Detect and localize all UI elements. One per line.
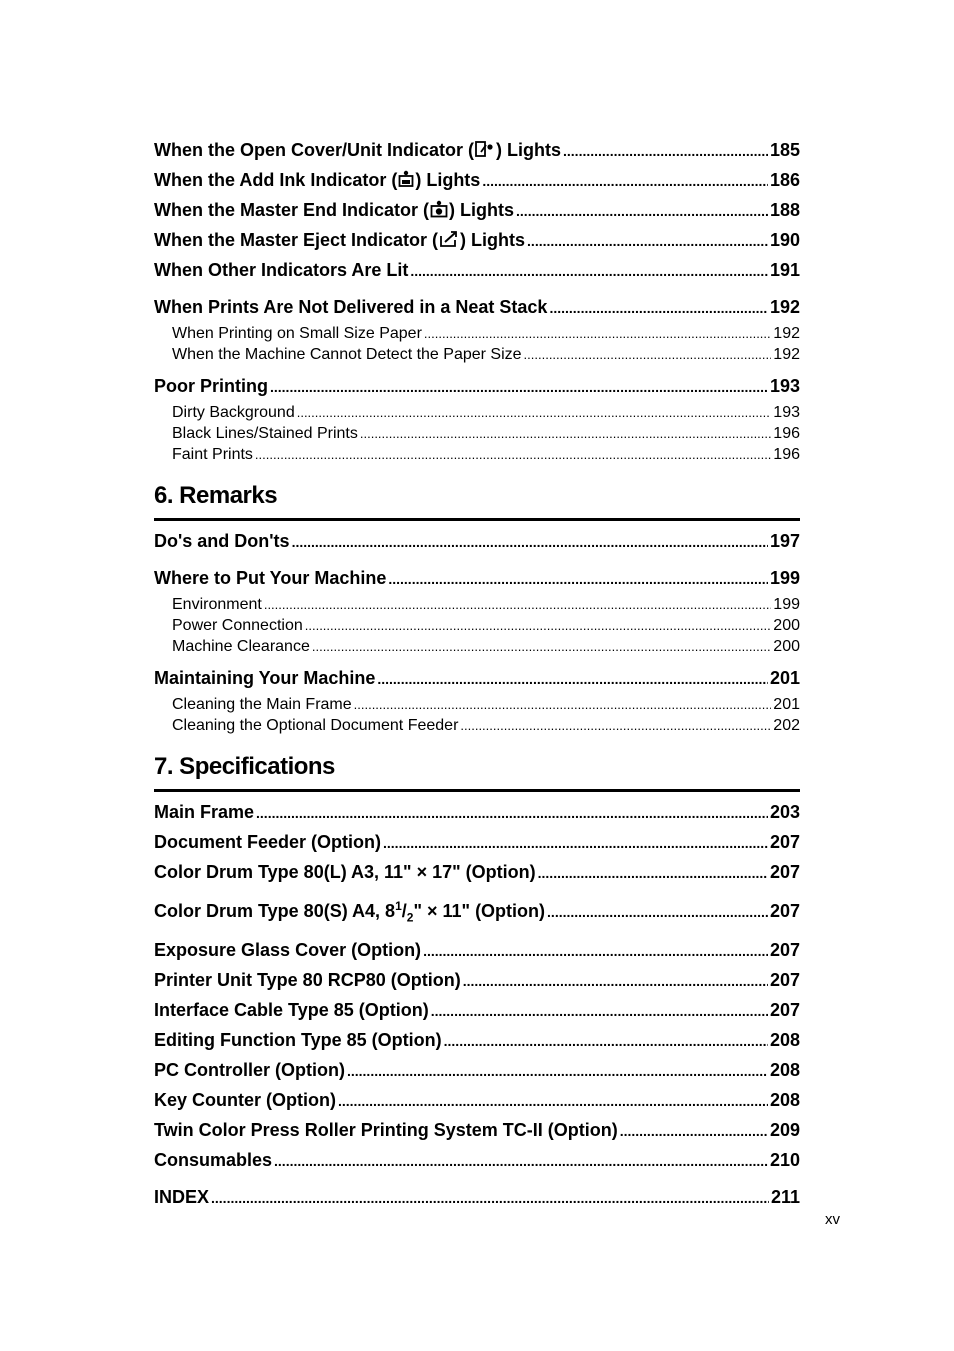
- toc-entry[interactable]: [154, 636, 800, 657]
- toc-entry-title: ) Lights: [449, 200, 515, 220]
- leader-dots: [620, 1117, 768, 1146]
- toc-page-number: 207: [769, 939, 800, 960]
- toc-entry[interactable]: [154, 798, 800, 828]
- toc-page-number: 203: [769, 802, 800, 822]
- leader-dots: [297, 402, 772, 423]
- leader-dots: [255, 444, 771, 465]
- toc-page-number: 201: [769, 668, 800, 688]
- toc-entry-title: Faint Prints: [172, 446, 253, 463]
- toc-page-number: 208: [769, 1059, 800, 1080]
- toc-page-number: 197: [769, 531, 800, 551]
- leader-dots: [354, 694, 772, 715]
- toc-page-number: 186: [769, 170, 800, 190]
- leader-dots: [211, 1184, 769, 1213]
- toc-entry-group: [154, 256, 800, 465]
- master-end-indicator-icon: [430, 200, 448, 218]
- toc-page-number: 188: [769, 200, 800, 220]
- toc-entry-title: Twin Color Press Roller Printing System TC-II (Option): [154, 1119, 618, 1140]
- toc-page-number: 210: [769, 1149, 800, 1170]
- fraction-numerator: 1: [395, 899, 402, 913]
- toc-page-number: 209: [769, 1119, 800, 1140]
- leader-dots: [383, 829, 768, 858]
- toc-entry-title: Cleaning the Main Frame: [172, 696, 352, 713]
- toc-page-number: 185: [769, 140, 800, 160]
- toc-entry-title: When Other Indicators Are Lit: [154, 260, 409, 280]
- toc-entry-title: INDEX: [154, 1186, 210, 1207]
- toc-entry[interactable]: [154, 1086, 800, 1116]
- toc-entry-title: Dirty Background: [172, 404, 295, 421]
- leader-dots: [549, 294, 768, 323]
- master-eject-indicator-icon: [439, 230, 459, 248]
- leader-dots: [538, 859, 768, 888]
- toc-entry[interactable]: [154, 196, 800, 226]
- toc-page-number: 207: [769, 862, 800, 882]
- toc-entry-title: Cleaning the Optional Document Feeder: [172, 717, 459, 734]
- toc-entry[interactable]: [154, 858, 800, 888]
- toc-entry-title: Interface Cable Type 85 (Option): [154, 999, 429, 1020]
- add-ink-indicator-icon: [398, 170, 414, 188]
- toc-page-number: 208: [769, 1029, 800, 1050]
- toc-entry-title: Editing Function Type 85 (Option): [154, 1029, 442, 1050]
- toc-entry[interactable]: [154, 936, 800, 966]
- toc-entry[interactable]: [154, 594, 800, 615]
- toc-entry-title: Poor Printing: [154, 376, 268, 396]
- toc-page-number: 190: [769, 230, 800, 250]
- leader-dots: [563, 137, 768, 166]
- toc-page-number: 200: [773, 617, 800, 634]
- leader-dots: [424, 323, 771, 344]
- toc-entry-index[interactable]: [154, 1183, 800, 1213]
- leader-dots: [423, 937, 768, 966]
- leader-dots: [444, 1027, 768, 1056]
- toc-entry-title: When the Open Cover/Unit Indicator (: [154, 140, 475, 160]
- toc-entry[interactable]: [154, 1116, 800, 1146]
- toc-entry-title: Consumables: [154, 1149, 273, 1170]
- toc-page-number: 196: [773, 446, 800, 463]
- toc-page-number: 201: [773, 696, 800, 713]
- toc-entry[interactable]: [154, 828, 800, 858]
- toc-entry[interactable]: [154, 344, 800, 365]
- toc-page-number: 192: [773, 346, 800, 363]
- toc-entry-title: Machine Clearance: [172, 638, 310, 655]
- section-heading: 6. Remarks: [154, 479, 800, 521]
- leader-dots: [377, 665, 768, 694]
- leader-dots: [347, 1057, 768, 1086]
- leader-dots: [360, 423, 771, 444]
- toc-page-number: 191: [769, 260, 800, 280]
- toc-entry[interactable]: [154, 136, 800, 166]
- toc-entry-title: Key Counter (Option): [154, 1089, 336, 1110]
- open-cover-indicator-icon: [475, 140, 495, 158]
- toc-page-number: 193: [769, 376, 800, 396]
- toc-entry[interactable]: [154, 372, 800, 402]
- toc-page-number: 192: [769, 297, 800, 317]
- toc-entry[interactable]: [154, 1056, 800, 1086]
- toc-entry[interactable]: [154, 293, 800, 323]
- toc-entry[interactable]: [154, 664, 800, 694]
- toc-entry[interactable]: [154, 1146, 800, 1176]
- toc-page-number: 208: [769, 1089, 800, 1110]
- toc-entry[interactable]: [154, 715, 800, 736]
- leader-dots: [460, 715, 771, 736]
- toc-entry-title: When Prints Are Not Delivered in a Neat Stack: [154, 297, 548, 317]
- toc-entry-title: " × 11" (Option): [413, 901, 546, 921]
- toc-entry-title: When the Master Eject Indicator (: [154, 230, 439, 250]
- toc-entry[interactable]: [154, 564, 800, 594]
- toc-entry-title: When Printing on Small Size Paper: [172, 325, 422, 342]
- toc-page-number: 202: [773, 717, 800, 734]
- toc-entry-title: PC Controller (Option): [154, 1059, 345, 1080]
- toc-entry-group: [154, 527, 800, 736]
- table-of-contents: [154, 136, 800, 1213]
- fraction-slash: /: [401, 901, 407, 921]
- toc-entry[interactable]: [154, 1026, 800, 1056]
- toc-entry-title: Color Drum Type 80(S) A4, 8: [154, 901, 396, 921]
- toc-entry[interactable]: [154, 527, 800, 557]
- toc-page-number: 207: [769, 832, 800, 852]
- leader-dots: [305, 615, 772, 636]
- toc-entry-title: ) Lights: [496, 140, 562, 160]
- leader-dots: [256, 799, 768, 828]
- toc-page-number: 193: [773, 404, 800, 421]
- toc-entry[interactable]: [154, 256, 800, 286]
- toc-entry[interactable]: [154, 694, 800, 715]
- leader-dots: [312, 636, 771, 657]
- leader-dots: [410, 257, 768, 286]
- toc-page-number: 200: [773, 638, 800, 655]
- toc-page-number: 207: [769, 901, 800, 921]
- toc-entry-title: Where to Put Your Machine: [154, 568, 387, 588]
- toc-entry-group: [154, 798, 800, 888]
- toc-entry-title: Exposure Glass Cover (Option): [154, 939, 422, 960]
- fraction-denominator: 2: [406, 910, 414, 925]
- section-heading: 7. Specifications: [154, 750, 800, 792]
- leader-dots: [547, 894, 768, 930]
- toc-entry[interactable]: [154, 888, 800, 936]
- page-number: xv: [825, 1211, 840, 1228]
- toc-entry-title: Printer Unit Type 80 RCP80 (Option): [154, 969, 461, 990]
- toc-entry[interactable]: [154, 226, 800, 256]
- toc-entry-title: Do's and Don'ts: [154, 531, 290, 551]
- toc-entry-group: [154, 936, 800, 1176]
- toc-entry[interactable]: [154, 966, 800, 996]
- leader-dots: [524, 344, 772, 365]
- leader-dots: [274, 1147, 768, 1176]
- toc-entry-title: Document Feeder (Option): [154, 832, 382, 852]
- toc-entry[interactable]: [154, 996, 800, 1026]
- toc-page-number: 192: [773, 325, 800, 342]
- leader-dots: [482, 167, 768, 196]
- toc-entry-title: Main Frame: [154, 802, 255, 822]
- toc-entry[interactable]: [154, 166, 800, 196]
- toc-entry-title: When the Add Ink Indicator (: [154, 170, 398, 190]
- toc-entry-title: ) Lights: [460, 230, 526, 250]
- leader-dots: [388, 565, 768, 594]
- leader-dots: [292, 528, 768, 557]
- toc-entry-title: Black Lines/Stained Prints: [172, 425, 358, 442]
- toc-page-number: 196: [773, 425, 800, 442]
- toc-page-number: 199: [769, 568, 800, 588]
- toc-entry[interactable]: [154, 423, 800, 444]
- toc-entry-title: Color Drum Type 80(L) A3, 11" × 17" (Option): [154, 862, 536, 882]
- toc-entry-title: Power Connection: [172, 617, 303, 634]
- toc-entry-title: ) Lights: [415, 170, 481, 190]
- leader-dots: [463, 967, 768, 996]
- toc-entry-title: Environment: [172, 596, 262, 613]
- leader-dots: [338, 1087, 768, 1116]
- toc-page-number: 211: [770, 1186, 800, 1207]
- toc-entry-title: When the Master End Indicator (: [154, 200, 430, 220]
- toc-entry-title: Maintaining Your Machine: [154, 668, 376, 688]
- leader-dots: [527, 227, 768, 256]
- leader-dots: [431, 997, 768, 1026]
- toc-entry[interactable]: [154, 323, 800, 344]
- leader-dots: [270, 373, 768, 402]
- leader-dots: [516, 197, 768, 226]
- toc-entry-title: When the Machine Cannot Detect the Paper Size: [172, 346, 522, 363]
- toc-entry[interactable]: [154, 444, 800, 465]
- leader-dots: [264, 594, 771, 615]
- toc-entry[interactable]: [154, 615, 800, 636]
- toc-page-number: 207: [769, 969, 800, 990]
- toc-entry[interactable]: [154, 402, 800, 423]
- toc-page-number: 207: [769, 999, 800, 1020]
- toc-page-number: 199: [773, 596, 800, 613]
